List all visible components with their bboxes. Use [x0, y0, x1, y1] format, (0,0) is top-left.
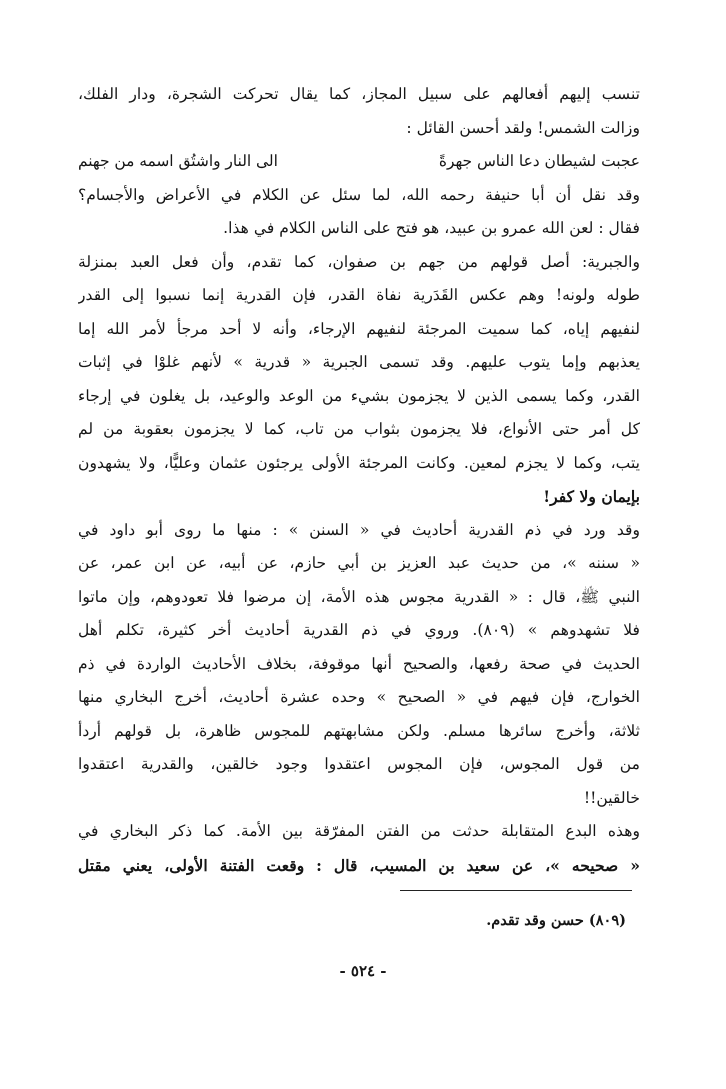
- text-line: يعذبهم وإما يتوب عليهم. وقد تسمى الجبرية « قدرية » لأنهم غلوْا في إثبات: [78, 353, 640, 371]
- text-line: من قول المجوس، فإن المجوس اعتقدوا وجود خالقين، والقدرية اعتقدوا: [78, 755, 640, 773]
- text-line: الخوارج، فإن فيهم في « الصحيح » وحده عشرة أحاديث، أخرج البخاري منها: [78, 688, 640, 706]
- text-line: تنسب إليهم أفعالهم على سبيل المجاز، كما يقال تحركت الشجرة، ودار الفلك،: [78, 85, 640, 103]
- footnote-separator: [400, 890, 632, 891]
- text-line: وقد ورد في ذم القدرية أحاديث في « السنن » : منها ما روى أبو داود في: [78, 520, 640, 539]
- text-line: كل أمر حتى الأنواع، فلا يجزمون بثواب من تاب، كما لا يجزمون بعقوبة من لم: [78, 420, 640, 438]
- poem-hemistich-first: عجبت لشيطان دعا الناس جهرةً: [438, 152, 640, 170]
- text-line: يتب، وكما لا يجزم لمعين. وكانت المرجئة الأولى يرجئون عثمان وعليًّا، ولا يشهدون: [78, 453, 640, 472]
- text-line: لنفيهم إياه، كما سميت المرجئة لنفيهم الإرجاء، وأنه لا أحد مرجأ لأمر الله إما: [78, 319, 640, 338]
- page-number: - ٥٢٤ -: [339, 962, 387, 980]
- main-text: [78, 78, 640, 882]
- text-line: وهذه البدع المتقابلة حدثت من الفتن المفرّقة بين الأمة. كما ذكر البخاري في: [78, 822, 640, 840]
- text-line: النبي ﷺ، قال : « القدرية مجوس هذه الأمة، إن مرضوا فلا تعودوهم، وإن ماتوا: [78, 587, 640, 606]
- text-line: « صحيحه »، عن سعيد بن المسيب، قال : وقعت الفتنة الأولى، يعني مقتل: [78, 855, 640, 875]
- text-line: الحديث في صحة رفعها، والصحيح أنها موقوفة، بخلاف الأحاديث الواردة في ذم: [78, 654, 640, 673]
- text-line: ثلاثة، وأخرج سائرها مسلم. ولكن مشابهتهم للمجوس ظاهرة، بل قولهم أردأ: [78, 721, 640, 740]
- text-line: وقد نقل أن أبا حنيفة رحمه الله، لما سئل عن الكلام في الأعراض والأجسام؟: [78, 185, 640, 204]
- text-line: طوله ولونه! وهم عكس القَدَرية نفاة القدر، فإن القدرية إنما نسبوا إلى القدر: [78, 286, 640, 304]
- text-line: وزالت الشمس! ولقد أحسن القائل :: [406, 118, 640, 137]
- text-line: فقال : لعن الله عمرو بن عبيد، هو فتح على الناس الكلام في هذا.: [223, 219, 640, 237]
- text-line: والجبرية: أصل قولهم من جهم بن صفوان، كما تقدم، وأن فعل العبد بمنزلة: [78, 252, 640, 271]
- text-line: فلا تشهدوهم » (٨٠٩). وروي في ذم القدرية أحاديث أخر كثيرة، تكلم أهل: [78, 621, 640, 639]
- text-line: « سننه »، من حديث عبد العزيز بن أبي حازم، عن أبيه، عن ابن عمر، عن: [78, 554, 640, 572]
- poem-verse: [78, 145, 640, 179]
- footnote: (٨٠٩) حسن وقد تقدم.: [486, 912, 626, 929]
- text-line: بإيمان ولا كفر!: [543, 487, 640, 506]
- poem-hemistich-second: الى النار واشتُق اسمه من جهنم: [78, 152, 278, 170]
- text-line: خالقين!!: [583, 788, 640, 807]
- text-line: القدر، وكما يسمى الذين لا يجزمون بشيء من الوعد والوعيد، بل يغلون في إرجاء: [78, 386, 640, 405]
